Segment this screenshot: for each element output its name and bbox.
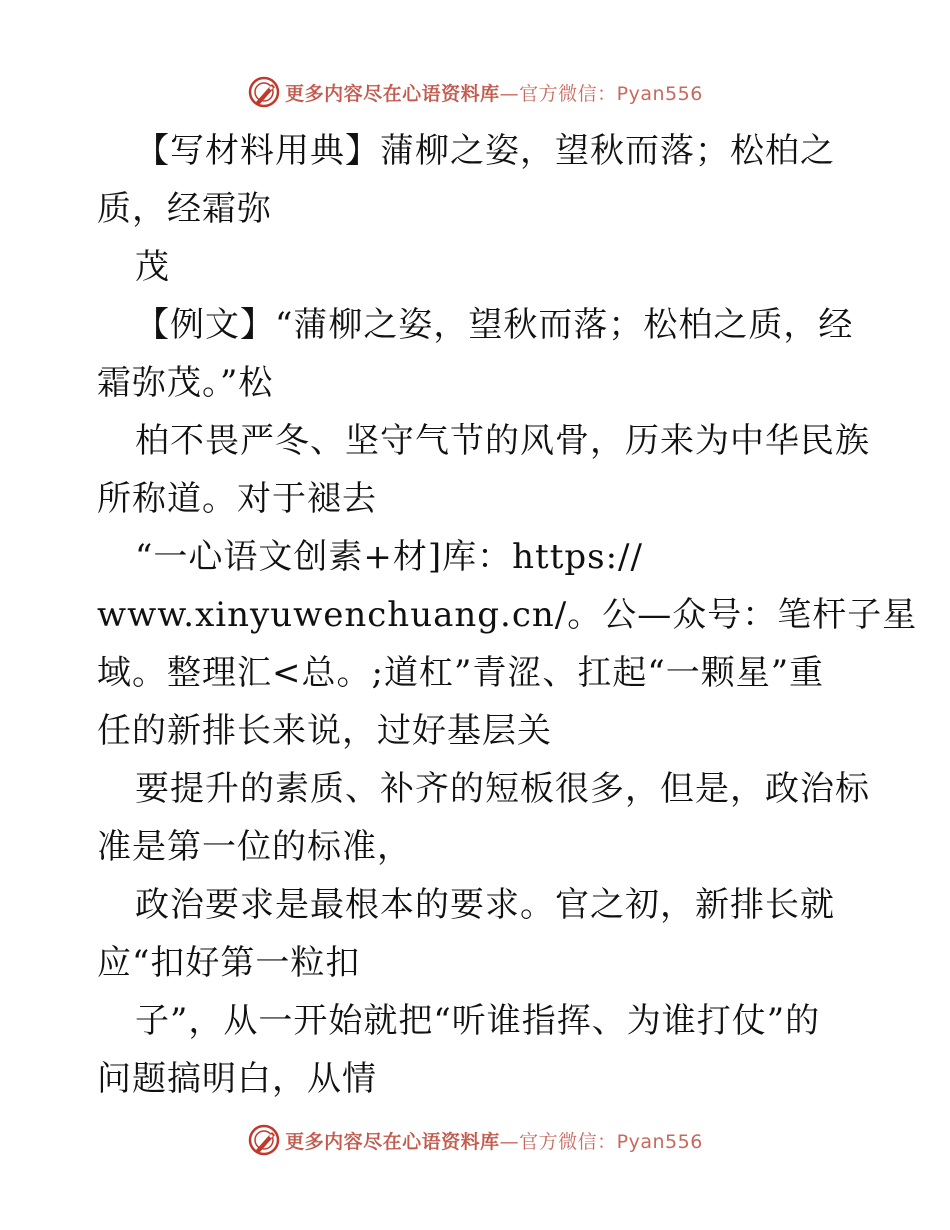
text-line: 任的新排长来说，过好基层关 (97, 711, 552, 751)
pen-nib-logo-icon (247, 75, 281, 109)
watermark-text-contact: —官方微信：Pyan556 (499, 1130, 703, 1153)
document-body (97, 122, 918, 1108)
header-watermark (0, 72, 950, 112)
text-line: 【例文】“蒲柳之姿，望秋而落；松柏之质，经 (135, 305, 854, 345)
text-line: 霜弥茂。”松 (97, 363, 274, 403)
text-line: 柏不畏严冬、坚守气节的风骨，历来为中华民族 (135, 421, 870, 461)
watermark-text (285, 79, 703, 106)
text-line: 所称道。对于褪去 (97, 479, 377, 519)
text-line: 应“扣好第一粒扣 (97, 943, 361, 983)
footer-watermark (0, 1120, 950, 1160)
watermark-text-main: 更多内容尽在心语资料库 (285, 1130, 500, 1153)
text-line: 【写材料用典】蒲柳之姿，望秋而落；松柏之 (135, 131, 835, 171)
watermark-text-contact: —官方微信：Pyan556 (499, 82, 703, 105)
text-line: 域。整理汇<总。;道杠”青涩、扛起“一颗星”重 (97, 653, 825, 693)
text-line: 茂 (135, 247, 170, 287)
text-line: www.xinyuwenchuang.cn/。公—众号：笔杆子星 (97, 595, 918, 635)
pen-nib-logo-icon (247, 1123, 281, 1157)
text-line: 政治要求是最根本的要求。官之初，新排长就 (135, 885, 835, 925)
text-line: “一心语文创素+材]库：https:// (135, 537, 643, 577)
watermark-text-main: 更多内容尽在心语资料库 (285, 82, 500, 105)
text-line: 子”，从一开始就把“听谁指挥、为谁打仗”的 (135, 1001, 821, 1041)
text-line: 准是第一位的标准， (97, 827, 412, 867)
text-line: 质，经霜弥 (97, 189, 272, 229)
text-line: 问题搞明白，从情 (97, 1059, 377, 1099)
text-line: 要提升的素质、补齐的短板很多，但是，政治标 (135, 769, 870, 809)
watermark-text (285, 1127, 703, 1154)
